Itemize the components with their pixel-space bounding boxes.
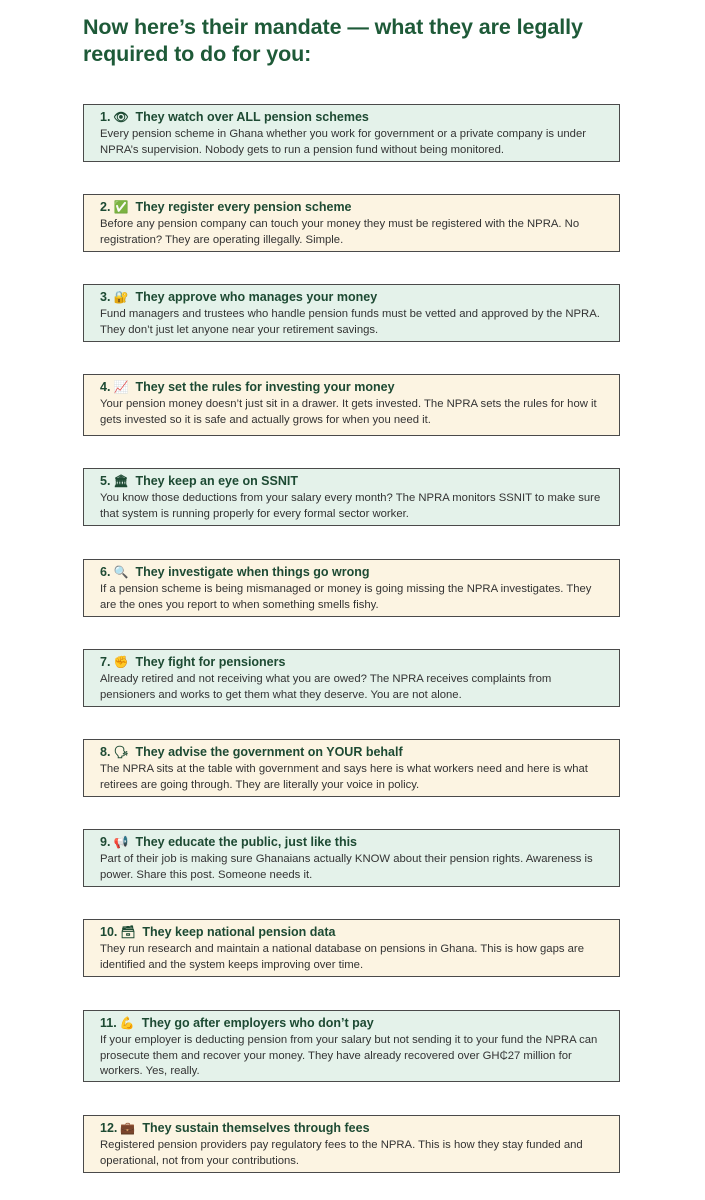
mandate-card: [83, 739, 620, 797]
mandate-card-heading: [100, 744, 609, 761]
mandate-number: 8.: [100, 745, 111, 759]
eye-icon: 👁: [113, 110, 129, 124]
mandate-description: If your employer is deducting pension from your salary but not sending it to your fund the NPRA can prosecute them and recover your money. They have already recovered over GH₵27 million for workers. Yes, really.: [100, 1034, 598, 1077]
mandate-card: [83, 1115, 620, 1173]
mandate-number: 2.: [100, 200, 111, 214]
mandate-card: [83, 829, 620, 887]
mandate-card-heading: [100, 379, 609, 396]
mandate-card: [83, 649, 620, 707]
card-file-box-icon: 🗃: [120, 925, 136, 939]
mandate-number: 1.: [100, 110, 111, 124]
mandate-description: If a pension scheme is being mismanaged or money is going missing the NPRA investigates. They are the ones you report to when something smells fishy.: [100, 583, 592, 611]
mandate-number: 9.: [100, 835, 111, 849]
mandate-title: They watch over ALL pension schemes: [135, 110, 369, 124]
mandate-description: Fund managers and trustees who handle pension funds must be vetted and approved by the NPRA. They don’t just let anyone near your retirement savings.: [100, 308, 600, 336]
speaking-head-icon: 🗣: [113, 745, 129, 759]
mandate-number: 4.: [100, 380, 111, 394]
mandate-number: 3.: [100, 290, 111, 304]
mandate-card: [83, 919, 620, 977]
mandate-description: Part of their job is making sure Ghanaians actually KNOW about their pension rights. Awareness is power. Share this post. Someone needs it.: [100, 853, 593, 881]
mandate-title: They educate the public, just like this: [135, 835, 358, 849]
mandate-card: [83, 284, 620, 342]
chart-increasing-icon: 📈: [113, 380, 129, 394]
mandate-title: They set the rules for investing your money: [135, 380, 395, 394]
mandate-card-heading: [100, 473, 609, 490]
mandate-card-heading: [100, 834, 609, 851]
mandate-number: 11.: [100, 1016, 117, 1030]
mandate-description: You know those deductions from your salary every month? The NPRA monitors SSNIT to make sure that system is running properly for every formal sector worker.: [100, 492, 601, 520]
mandate-title: They keep national pension data: [142, 925, 336, 939]
mandate-card: [83, 194, 620, 252]
mandate-card: [83, 468, 620, 526]
mandate-title: They investigate when things go wrong: [135, 565, 370, 579]
mandate-title: They sustain themselves through fees: [142, 1121, 370, 1135]
mandate-number: 12.: [100, 1121, 118, 1135]
mandate-number: 7.: [100, 655, 111, 669]
mandate-card-heading: [100, 1015, 609, 1032]
mandate-description: Before any pension company can touch your money they must be registered with the NPRA. No registration? They are operating illegally. Simple.: [100, 218, 580, 246]
page-title: Now here’s their mandate — what they are legally required to do for you:: [83, 15, 583, 66]
mandate-title: They advise the government on YOUR behalf: [135, 745, 403, 759]
raised-fist-icon: ✊: [113, 655, 129, 669]
flexed-biceps-icon: 💪: [119, 1016, 135, 1030]
briefcase-icon: 💼: [120, 1121, 136, 1135]
mandate-number: 10.: [100, 925, 118, 939]
mandate-card-heading: [100, 924, 609, 941]
mandate-title: They go after employers who don’t pay: [141, 1016, 374, 1030]
mandate-description: Every pension scheme in Ghana whether you work for government or a private company is under NPRA’s supervision. Nobody gets to run a pension fund without being monitored.: [100, 128, 587, 156]
mandate-number: 6.: [100, 565, 111, 579]
mandate-card-heading: [100, 654, 609, 671]
mandate-title: They fight for pensioners: [135, 655, 286, 669]
mandate-title: They keep an eye on SSNIT: [135, 474, 298, 488]
lock-key-icon: 🔐: [113, 290, 129, 304]
mandate-card: [83, 1010, 620, 1082]
mandate-card-heading: [100, 199, 609, 216]
megaphone-icon: 📢: [113, 835, 129, 849]
mandate-description: Already retired and not receiving what you are owed? The NPRA receives complaints from pensioners and works to get them what they deserve. You are not alone.: [100, 673, 552, 701]
check-mark-icon: ✅: [113, 200, 129, 214]
mandate-card: [83, 104, 620, 162]
mandate-number: 5.: [100, 474, 111, 488]
mandate-description: The NPRA sits at the table with government and says here is what workers need and here is what retirees are going through. They are literally your voice in policy.: [100, 763, 588, 791]
mandate-card-heading: [100, 289, 609, 306]
mandate-title: They approve who manages your money: [135, 290, 378, 304]
mandate-description: Registered pension providers pay regulatory fees to the NPRA. This is how they stay funded and operational, not from your contributions.: [100, 1139, 583, 1167]
mandate-description: Your pension money doesn’t just sit in a drawer. It gets invested. The NPRA sets the rules for how it gets invested so it is safe and actually grows for when you need it.: [100, 398, 597, 426]
classical-building-icon: 🏛: [113, 474, 129, 488]
mandate-card: [83, 559, 620, 617]
mandate-description: They run research and maintain a national database on pensions in Ghana. This is how gaps are identified and the system keeps improving over time.: [100, 943, 584, 971]
mandate-card-heading: [100, 109, 609, 126]
mandate-title: They register every pension scheme: [135, 200, 352, 214]
mandate-card: [83, 374, 620, 436]
mandate-card-heading: [100, 564, 609, 581]
mandate-card-heading: [100, 1120, 609, 1137]
magnifying-glass-icon: 🔍: [113, 565, 129, 579]
